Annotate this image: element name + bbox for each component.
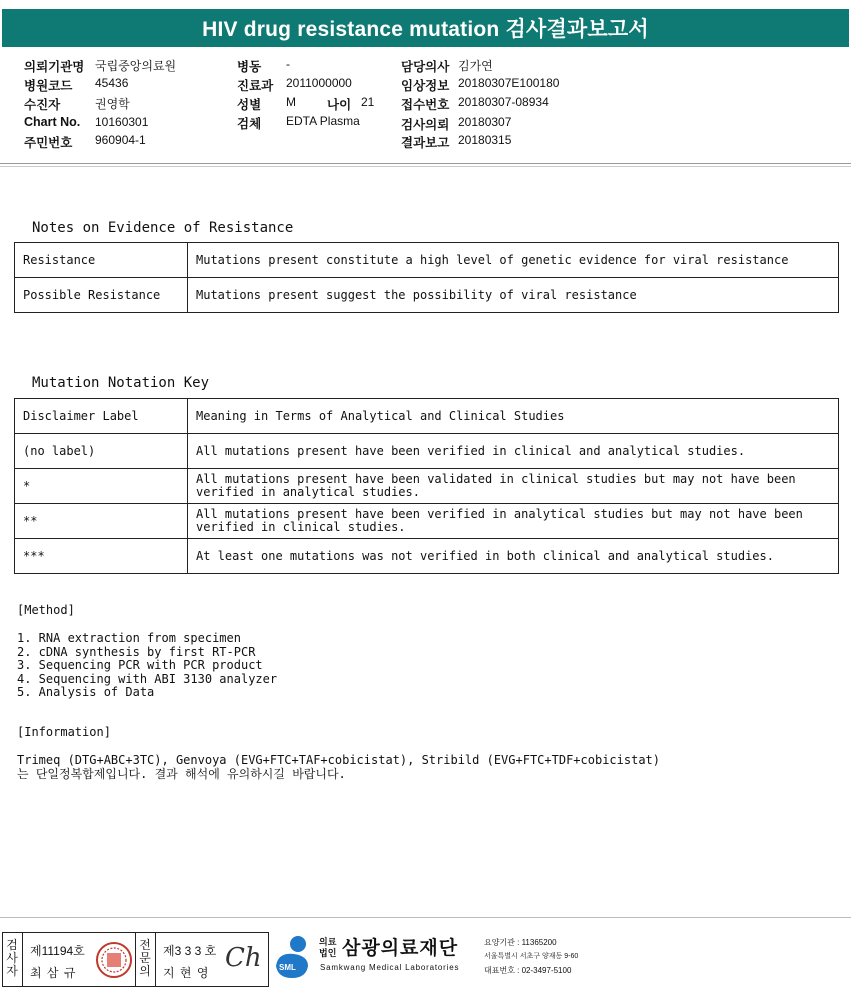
notes-table — [14, 242, 839, 313]
address: 서울특별시 서초구 양재동 9-60 — [484, 953, 579, 960]
info-value: 10160301 — [95, 115, 149, 129]
method-step: 5. Analysis of Data — [17, 685, 155, 699]
info-value: - — [286, 57, 290, 71]
info-key: 의뢰기관명 — [24, 60, 85, 74]
footer-divider — [0, 917, 851, 918]
header-divider-shadow — [0, 166, 851, 167]
information-line: 는 단일정복합제입니다. 결과 해석에 유의하시길 바랍니다. — [17, 767, 346, 781]
sml-logo-icon — [272, 934, 314, 980]
phone: 대표번호 : 02-3497-5100 — [484, 966, 572, 975]
signature-box — [2, 932, 269, 987]
inspector-name: 최 삼 규 — [30, 966, 77, 980]
method-step: 2. cDNA synthesis by first RT-PCR — [17, 644, 256, 659]
info-key: 병원코드 — [24, 79, 73, 93]
report-title: HIV drug resistance mutation 검사결과보고서 — [2, 9, 849, 47]
key-text: All mutations present have been verified in clinical and analytical studies. — [188, 434, 839, 469]
table-row — [15, 539, 839, 574]
info-key: 결과보고 — [401, 136, 450, 150]
org-prefix — [319, 937, 336, 959]
info-key: 임상정보 — [401, 79, 450, 93]
info-value: 20180315 — [458, 133, 512, 147]
info-value: EDTA Plasma — [286, 114, 360, 128]
table-row — [15, 504, 839, 539]
method-heading: [Method] — [17, 603, 75, 617]
notes-label: Possible Resistance — [15, 278, 188, 313]
notes-text: Mutations present constitute a high level of genetic evidence for viral resistance — [188, 243, 839, 278]
header-divider — [0, 163, 851, 164]
key-header-text: Meaning in Terms of Analytical and Clinical Studies — [188, 399, 839, 434]
info-key: 검사의뢰 — [401, 118, 450, 132]
info-value: 20180307E100180 — [458, 76, 560, 90]
org-prefix-top: 의료 — [319, 937, 337, 947]
cell-divider — [22, 933, 23, 986]
info-value: M — [286, 95, 296, 109]
info-key: 진료과 — [237, 79, 274, 93]
info-value: 2011000000 — [286, 76, 352, 90]
info-value: 권영학 — [95, 97, 130, 111]
table-row — [15, 243, 839, 278]
specialist-name: 지 현 영 — [163, 966, 210, 980]
table-row — [15, 434, 839, 469]
info-key: 검체 — [237, 117, 262, 131]
key-table — [14, 398, 839, 574]
org-name: 삼광의료재단 — [342, 938, 459, 959]
information-line: Trimeq (DTG+ABC+3TC), Genvoya (EVG+FTC+TAF+cobicistat), Stribild (EVG+FTC+TDF+cobicistat) — [17, 753, 660, 767]
inspector-license: 제11194호 — [30, 944, 85, 958]
notes-heading: Notes on Evidence of Resistance — [32, 220, 294, 236]
key-label: *** — [15, 539, 188, 574]
info-key: 나이 — [327, 98, 352, 112]
info-value: 20180307-08934 — [458, 95, 549, 109]
info-key: 담당의사 — [401, 60, 450, 74]
cell-divider — [135, 933, 136, 986]
cell-divider — [155, 933, 156, 986]
info-key: 접수번호 — [401, 98, 450, 112]
specialist-label: 전문의 — [139, 938, 151, 978]
key-text: All mutations present have been validated in clinical studies but may not have been verified in analytical studies. — [188, 469, 839, 504]
info-key: 수진자 — [24, 98, 61, 112]
method-step: 1. RNA extraction from specimen — [17, 631, 241, 645]
info-value: 국립중앙의료원 — [95, 59, 177, 73]
key-heading: Mutation Notation Key — [32, 375, 210, 391]
info-value: 20180307 — [458, 115, 512, 129]
key-text: At least one mutations was not verified in both clinical and analytical studies. — [188, 539, 839, 574]
key-text: All mutations present have been verified in analytical studies but may not have been verified in clinical studies. — [188, 504, 839, 539]
info-key: 성별 — [237, 98, 262, 112]
notes-label: Resistance — [15, 243, 188, 278]
sml-logo-text: SML — [279, 963, 296, 972]
table-row — [15, 278, 839, 313]
method-step: 4. Sequencing with ABI 3130 analyzer — [17, 671, 278, 686]
signature: Ch — [225, 943, 262, 973]
report-header — [0, 0, 851, 52]
information-heading: [Information] — [17, 725, 111, 739]
info-value: 960904-1 — [95, 133, 146, 147]
key-label: ** — [15, 504, 188, 539]
key-label: * — [15, 469, 188, 504]
notes-text: Mutations present suggest the possibility of viral resistance — [188, 278, 839, 313]
key-header-label: Disclaimer Label — [15, 399, 188, 434]
info-value: 김가연 — [458, 59, 493, 73]
key-label: (no label) — [15, 434, 188, 469]
org-prefix-bottom: 법인 — [319, 948, 337, 958]
info-value: 21 — [361, 95, 375, 109]
inspector-label: 검사자 — [6, 938, 18, 978]
care-code: 요양기관 : 11365200 — [484, 938, 557, 947]
info-key: 병동 — [237, 60, 262, 74]
org-english: Samkwang Medical Laboratories — [320, 963, 460, 972]
method-step: 3. Sequencing PCR with PCR product — [17, 658, 263, 672]
table-row — [15, 399, 839, 434]
table-row — [15, 469, 839, 504]
specialist-license: 제3 3 3 호 — [163, 944, 217, 958]
info-key: Chart No. — [24, 115, 81, 129]
official-seal-icon — [95, 941, 133, 979]
info-key: 주민번호 — [24, 136, 73, 150]
info-value: 45436 — [95, 76, 129, 90]
